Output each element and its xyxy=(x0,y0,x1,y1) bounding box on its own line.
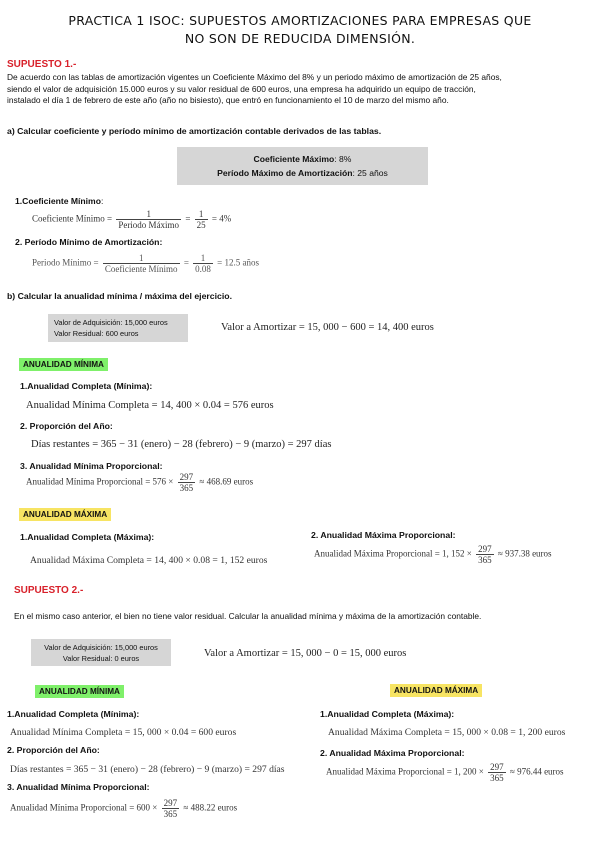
numerator: 1 xyxy=(200,253,206,263)
formula-lhs: Periodo Mínimo = xyxy=(32,257,99,268)
residual-value: Valor Residual: 0 euros xyxy=(62,653,140,663)
values-box-2 xyxy=(31,639,171,666)
min-complete-heading-2: 1.Anualidad Completa (Mínima): xyxy=(7,709,140,719)
acquisition-value: Valor de Adquisición: 15,000 euros xyxy=(54,318,168,327)
max-period-label: Período Máximo de Amortización xyxy=(217,168,353,178)
min-proportional-heading-2: 3. Anualidad Mínima Proporcional: xyxy=(7,782,150,792)
numerator: 1 xyxy=(146,209,151,219)
min-complete-formula-2: Anualidad Mínima Completa = 15, 000 × 0.04 = 600 euros xyxy=(10,727,237,738)
intro-line-1: De acuerdo con las tablas de amortización vigentes un Coeficiente Máximo del 8% y un periodo máximo de amortización de 25 años, xyxy=(7,72,502,82)
numerator: 297 xyxy=(179,472,194,482)
formula-result: ≈ 976.44 euros xyxy=(509,766,564,777)
coef-min-formula xyxy=(32,209,231,230)
period-min-heading: 2. Período Mínimo de Amortización: xyxy=(15,237,163,247)
max-proportional-formula-2 xyxy=(326,762,564,783)
intro-line-3: instalado el día 1 de febrero de este año (año no bisiesto), que entró en funcionamiento el 10 de marzo del mismo año. xyxy=(7,95,449,106)
supuesto-2-label: SUPUESTO 2.- xyxy=(14,585,84,596)
supuesto-2-intro: En el mismo caso anterior, el bien no tiene valor residual. Calcular la anualidad mínima y máxima de la amortización contable. xyxy=(14,611,482,621)
formula-lhs: Anualidad Mínima Proporcional = 576 × xyxy=(26,476,174,487)
intro-line-2: siendo el valor de adquisición 15.000 euros y su valor residual de 600 euros, una empresa ha adquirido un equipo de tracción, xyxy=(7,83,476,94)
amount-to-amortize-2: Valor a Amortizar = 15, 000 − 0 = 15, 000 euros xyxy=(204,648,407,659)
supuesto-1-intro xyxy=(7,72,597,107)
max-period-value: : 25 años xyxy=(352,168,388,178)
year-proportion-heading-2: 2. Proporción del Año: xyxy=(7,745,100,755)
anualidad-maxima-badge-2: ANUALIDAD MÁXIMA xyxy=(390,684,482,697)
denominator: 365 xyxy=(490,773,504,783)
amount-to-amortize-1: Valor a Amortizar = 15, 000 − 600 = 14, 400 euros xyxy=(221,322,434,333)
denominator: 25 xyxy=(196,220,206,230)
values-box-1 xyxy=(48,314,188,342)
page-title-line-2: NO SON DE REDUCIDA DIMENSIÓN. xyxy=(184,31,416,46)
max-coef-line xyxy=(177,152,428,166)
denominator: Periodo Máximo xyxy=(118,220,180,230)
denominator: 0.08 xyxy=(195,264,211,274)
denominator: 365 xyxy=(179,483,194,493)
fraction xyxy=(476,544,494,565)
coef-min-colon: : xyxy=(100,196,104,206)
fraction xyxy=(488,762,506,783)
max-complete-heading: 1.Anualidad Completa (Máxima): xyxy=(20,532,155,542)
max-proportional-heading: 2. Anualidad Máxima Proporcional: xyxy=(311,530,456,540)
min-proportional-formula xyxy=(26,472,253,493)
min-proportional-formula-2 xyxy=(10,798,237,819)
denominator: Coeficiente Mínimo xyxy=(104,264,178,274)
year-proportion-formula: Días restantes = 365 − 31 (enero) − 28 (febrero) − 9 (marzo) = 297 días xyxy=(31,439,332,450)
max-period-line xyxy=(177,166,428,180)
anualidad-maxima-badge: ANUALIDAD MÁXIMA xyxy=(19,508,111,521)
formula-result: = 12.5 años xyxy=(217,257,259,268)
period-min-formula xyxy=(32,253,259,274)
max-complete-formula-2: Anualidad Máxima Completa = 15, 000 × 0.08 = 1, 200 euros xyxy=(328,727,566,738)
max-proportional-formula xyxy=(314,544,552,565)
max-values-box xyxy=(177,147,428,185)
numerator: 1 xyxy=(138,253,144,263)
numerator: 297 xyxy=(163,798,178,808)
fraction xyxy=(178,472,196,493)
min-complete-heading: 1.Anualidad Completa (Mínima): xyxy=(20,381,153,391)
fraction xyxy=(116,209,181,230)
formula-result: = 4% xyxy=(211,213,232,224)
residual-value: Valor Residual: 600 euros xyxy=(54,328,139,338)
formula-lhs: Anualidad Máxima Proporcional = 1, 200 × xyxy=(326,766,484,777)
anualidad-minima-badge: ANUALIDAD MÍNIMA xyxy=(19,358,108,371)
coef-min-heading xyxy=(15,196,103,206)
max-coef-label: Coeficiente Máximo xyxy=(253,154,335,164)
min-complete-formula: Anualidad Mínima Completa = 14, 400 × 0.04 = 576 euros xyxy=(26,400,274,411)
page-title-line-1: PRACTICA 1 ISOC: SUPUESTOS AMORTIZACIONES PARA EMPRESAS QUE xyxy=(68,13,532,28)
supuesto-1-label: SUPUESTO 1.- xyxy=(7,59,77,70)
formula-lhs: Coeficiente Mínimo = xyxy=(32,213,113,224)
equals: = xyxy=(185,213,191,224)
numerator: 297 xyxy=(490,762,504,772)
anualidad-minima-badge-2: ANUALIDAD MÍNIMA xyxy=(35,685,124,698)
denominator: 365 xyxy=(478,555,492,565)
numerator: 297 xyxy=(478,544,492,554)
coef-min-heading-text: 1.Coeficiente Mínimo xyxy=(15,196,101,206)
question-b: b) Calcular la anualidad mínima / máxima del ejercicio. xyxy=(7,291,232,301)
formula-result: ≈ 937.38 euros xyxy=(497,548,552,559)
formula-result: ≈ 488.22 euros xyxy=(183,802,238,813)
acquisition-value: Valor de Adquisición: 15,000 euros xyxy=(44,643,158,652)
max-coef-value: : 8% xyxy=(334,154,352,164)
numerator: 1 xyxy=(198,209,204,219)
denominator: 365 xyxy=(163,809,178,819)
equals: = xyxy=(183,257,189,268)
question-a: a) Calcular coeficiente y período mínimo de amortización contable derivados de las tablas. xyxy=(7,126,382,136)
min-proportional-heading: 3. Anualidad Mínima Proporcional: xyxy=(20,461,163,471)
fraction xyxy=(195,209,208,230)
year-proportion-formula-2: Días restantes = 365 − 31 (enero) − 28 (febrero) − 9 (marzo) = 297 días xyxy=(10,764,285,775)
fraction xyxy=(162,798,180,819)
fraction xyxy=(103,253,180,274)
max-complete-formula: Anualidad Máxima Completa = 14, 400 × 0.08 = 1, 152 euros xyxy=(30,555,268,566)
max-proportional-heading-2: 2. Anualidad Máxima Proporcional: xyxy=(320,748,465,758)
fraction xyxy=(193,253,213,274)
formula-result: ≈ 468.69 euros xyxy=(199,476,254,487)
max-complete-heading-2: 1.Anualidad Completa (Máxima): xyxy=(320,709,455,719)
formula-lhs: Anualidad Mínima Proporcional = 600 × xyxy=(10,802,158,813)
formula-lhs: Anualidad Máxima Proporcional = 1, 152 × xyxy=(314,548,472,559)
year-proportion-heading: 2. Proporción del Año: xyxy=(20,421,113,431)
